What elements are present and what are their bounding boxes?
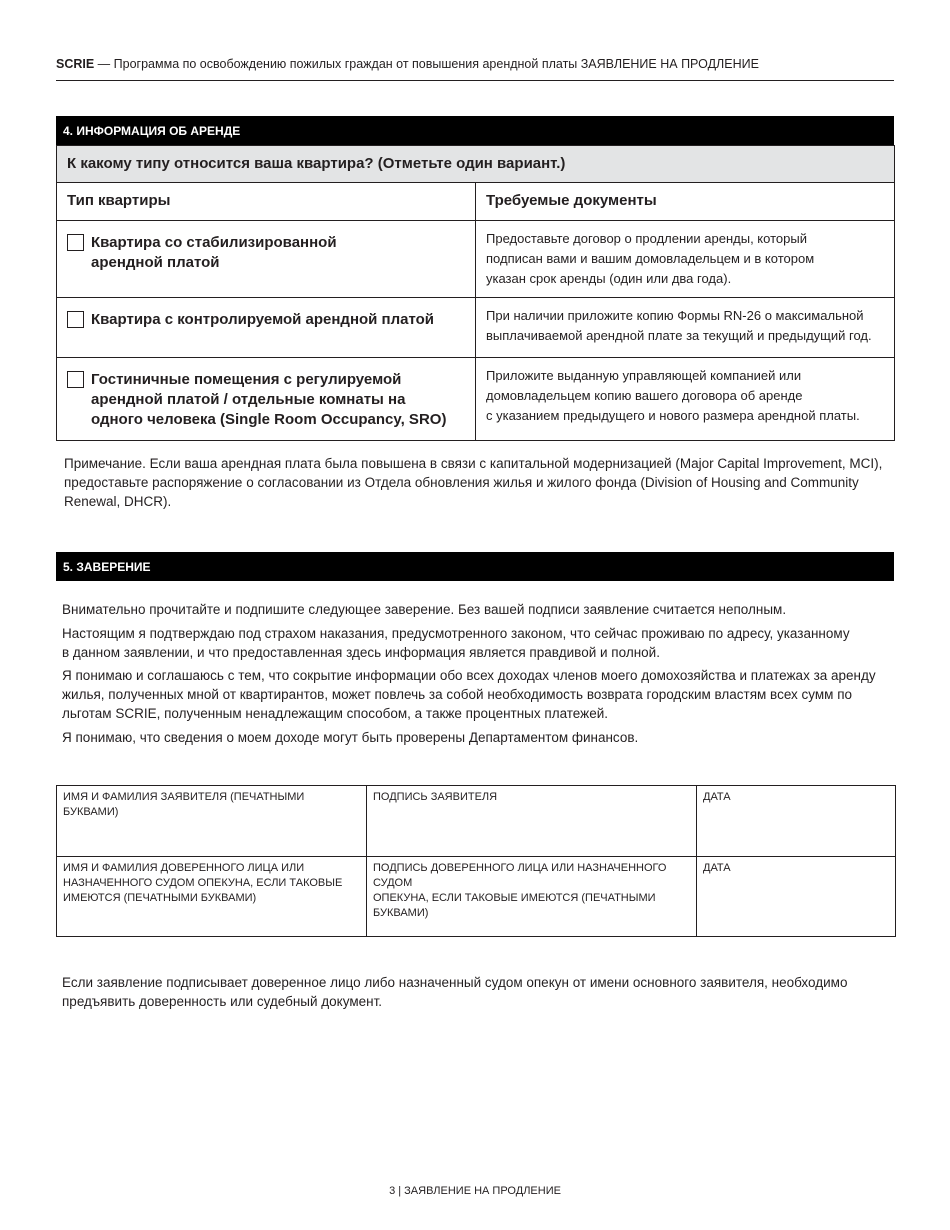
table-row xyxy=(57,358,895,441)
field-label: ПОДПИСЬ ЗАЯВИТЕЛЯ xyxy=(373,791,498,803)
doc-line: Приложите выданную управляющей компанией или xyxy=(486,368,802,383)
header-brand: SCRIE xyxy=(56,57,95,71)
representative-date-field[interactable] xyxy=(697,857,896,937)
field-label-line: ИМЯ И ФАМИЛИЯ ДОВЕРЕННОГО ЛИЦА ИЛИ xyxy=(63,862,305,874)
rent-controlled-checkbox[interactable] xyxy=(67,311,84,328)
applicant-date-field[interactable] xyxy=(697,786,896,857)
doc-line: Предоставьте договор о продлении аренды, который xyxy=(486,231,807,246)
section-4-title: 4. ИНФОРМАЦИЯ ОБ АРЕНДЕ xyxy=(63,123,241,138)
table-row xyxy=(57,221,895,298)
doc-line: домовладельцем копию вашего договора об аренде xyxy=(486,388,803,403)
apartment-type-option xyxy=(57,358,476,441)
cert-line: в данном заявлении, и что предоставленная здесь информация является правдивой и полной. xyxy=(62,644,660,660)
field-label: ДАТА xyxy=(703,862,731,874)
required-docs-cell xyxy=(476,298,895,358)
certification-text xyxy=(62,600,894,751)
column-header-docs: Требуемые документы xyxy=(476,183,895,221)
field-label-line: ИМЕЮТСЯ (ПЕЧАТНЫМИ БУКВАМИ) xyxy=(63,892,257,904)
note-line: предоставьте распоряжение о согласовании из Отдела обновления жилья и жилого фонда (Division of Housing and Community xyxy=(64,475,859,490)
field-label-line: ПОДПИСЬ ДОВЕРЕННОГО ЛИЦА ИЛИ НАЗНАЧЕННОГО СУДОМ xyxy=(373,862,667,889)
footnote-line: предъявить доверенность или судебный документ. xyxy=(62,994,383,1009)
field-label: ИМЯ И ФАМИЛИЯ ЗАЯВИТЕЛЯ (ПЕЧАТНЫМИ БУКВАМИ) xyxy=(63,791,305,818)
option-label xyxy=(91,370,446,430)
doc-line: При наличии приложите копию Формы RN-26 о максимальной xyxy=(486,308,864,323)
section-4-header xyxy=(56,116,894,145)
cert-line: жилья, полученных мной от квартирантов, может повлечь за собой необходимость возврата городским властям всех сумм по xyxy=(62,687,853,702)
page-header xyxy=(56,56,894,72)
applicant-signature-field[interactable] xyxy=(367,786,697,857)
cert-line: льготам SCRIE, полученным ненадлежащим способом, а также процентных платежей. xyxy=(62,706,608,721)
apartment-type-option xyxy=(57,298,476,358)
option-label-line: Гостиничные помещения с регулируемой xyxy=(91,371,402,388)
note-line: Примечание. Если ваша арендная плата была повышена в связи с капитальной модернизацией (Major Capital Improvement, MCI), xyxy=(64,456,883,471)
option-label-line: Квартира со стабилизированной xyxy=(91,234,337,251)
cert-paragraph xyxy=(62,600,894,619)
cert-paragraph xyxy=(62,666,894,723)
representative-footnote xyxy=(62,973,894,1011)
page-footer: 3 | ЗАЯВЛЕНИЕ НА ПРОДЛЕНИЕ xyxy=(389,1185,561,1197)
field-label-line: НАЗНАЧЕННОГО СУДОМ ОПЕКУНА, ЕСЛИ ТАКОВЫЕ xyxy=(63,877,343,889)
cert-line: Настоящим я подтверждаю под страхом наказания, предусмотренного законом, что сейчас проживаю по адресу, указанному xyxy=(62,625,850,641)
doc-line: указан срок аренды (один или два года). xyxy=(486,271,732,286)
rent-stabilized-checkbox[interactable] xyxy=(67,234,84,251)
cert-line: Внимательно прочитайте и подпишите следующее заверение. Без вашей подписи заявление считается неполным. xyxy=(62,602,787,617)
note-line: Renewal, DHCR). xyxy=(64,494,172,509)
required-docs-cell xyxy=(476,221,895,298)
field-label-line: ОПЕКУНА, ЕСЛИ ТАКОВЫЕ ИМЕЮТСЯ (ПЕЧАТНЫМИ БУКВАМИ) xyxy=(373,892,656,919)
cert-paragraph xyxy=(62,624,894,662)
doc-line: с указанием предыдущего и нового размера арендной платы. xyxy=(486,408,860,423)
cert-line: Я понимаю и соглашаюсь с тем, что сокрытие информации обо всех доходах членов моего домохозяйства и платежах за аренду xyxy=(62,668,876,683)
option-label: Квартира с контролируемой арендной платой xyxy=(91,311,435,328)
table-row xyxy=(57,298,895,358)
rent-info-table xyxy=(56,145,895,441)
header-title: — Программа по освобождению пожилых граждан от повышения арендной платы ЗАЯВЛЕНИЕ НА ПРОДЛЕНИЕ xyxy=(94,57,759,71)
apartment-type-question: К какому типу относится ваша квартира? (Отметьте один вариант.) xyxy=(57,146,895,183)
cert-line: Я понимаю, что сведения о моем доходе могут быть проверены Департаментом финансов. xyxy=(62,729,639,745)
representative-name-field[interactable] xyxy=(57,857,367,937)
footnote-line: Если заявление подписывает доверенное лицо либо назначенный судом опекун от имени основного заявителя, необходимо xyxy=(62,975,848,990)
apartment-type-option xyxy=(57,221,476,298)
header-divider xyxy=(56,80,894,81)
doc-line: подписан вами и вашим домовладельцем и в котором xyxy=(486,251,815,266)
option-label-line: арендной платой / отдельные комнаты на xyxy=(91,391,406,408)
option-label-line: арендной платой xyxy=(91,254,220,271)
cert-paragraph xyxy=(62,728,894,747)
sro-checkbox[interactable] xyxy=(67,371,84,388)
mci-note xyxy=(64,454,894,511)
signature-table xyxy=(56,785,896,937)
applicant-name-field[interactable] xyxy=(57,786,367,857)
representative-signature-field[interactable] xyxy=(367,857,697,937)
section-5-title: 5. ЗАВЕРЕНИЕ xyxy=(63,559,151,574)
section-5-header xyxy=(56,552,894,581)
option-label-line: одного человека (Single Room Occupancy, SRO) xyxy=(91,411,447,428)
option-label xyxy=(91,233,337,273)
field-label: ДАТА xyxy=(703,791,731,803)
doc-line: выплачиваемой арендной плате за текущий и предыдущий год. xyxy=(486,328,872,343)
column-header-type: Тип квартиры xyxy=(57,183,476,221)
required-docs-cell xyxy=(476,358,895,441)
